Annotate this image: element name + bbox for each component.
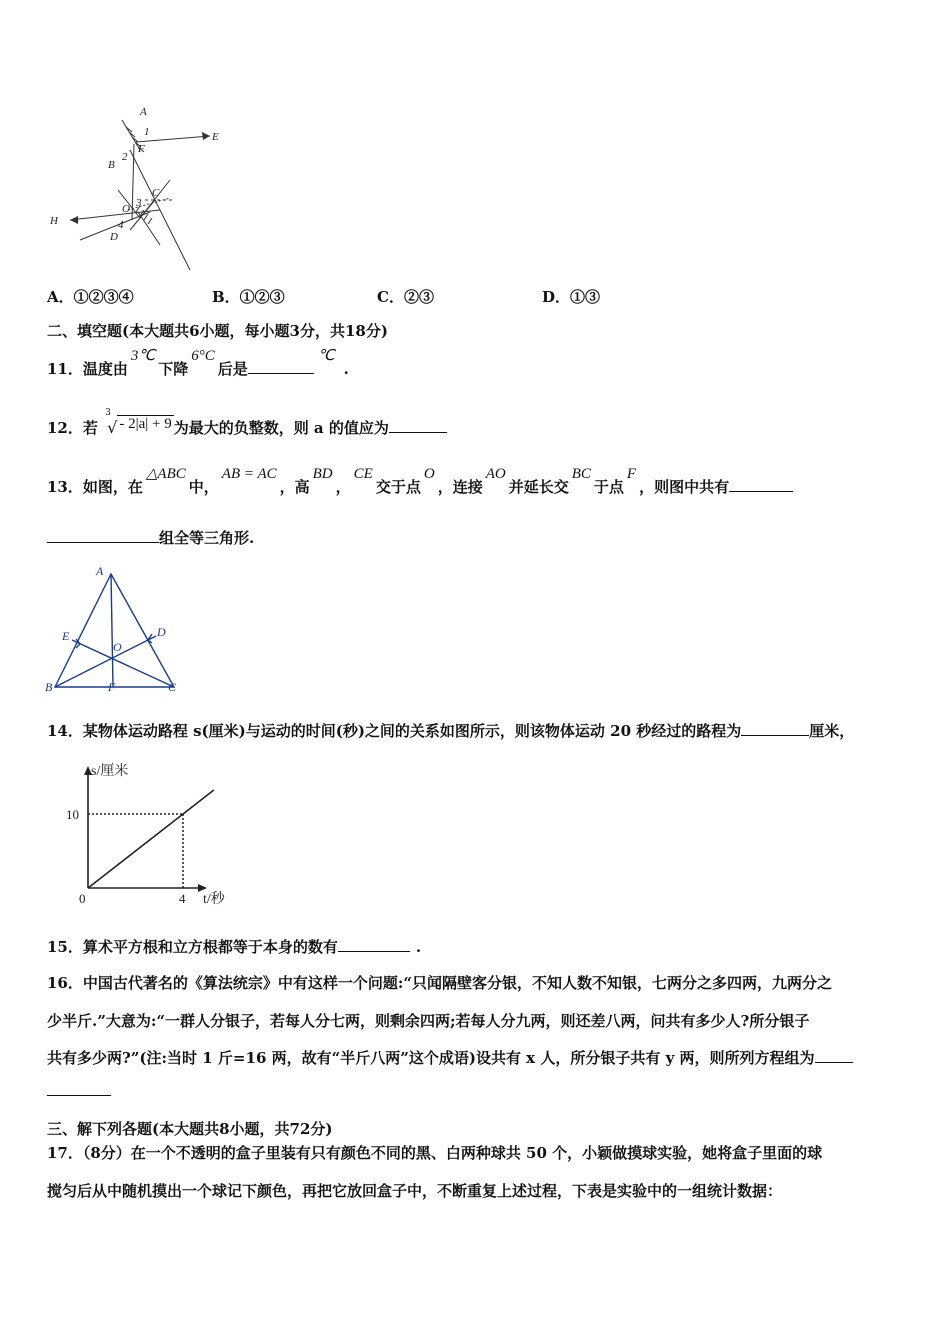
q14-number: 14． (47, 722, 83, 740)
reflection-figure (40, 100, 240, 275)
q16-answer-blank-1[interactable] (815, 1047, 853, 1063)
fig1-label-o: O (122, 203, 130, 215)
q12-text-2: 为最大的负整数，则 a 的值应为 (173, 419, 389, 437)
fig1-label-c: C (152, 187, 160, 199)
q13-math-3: BD (312, 466, 333, 482)
fig1-label-f: F (138, 143, 145, 155)
q13-text-5: 交于点 (375, 478, 421, 496)
question-16-line-4 (47, 1080, 111, 1100)
q13-math-7: BC (571, 466, 591, 482)
question-11 (47, 348, 349, 379)
triangle-figure (40, 560, 200, 700)
q15-text: 算术平方根和立方根都等于本身的数有 (82, 938, 338, 956)
q13-text-2: 中， (188, 478, 219, 496)
q12-cube-root: 3 √ - 2|a| + 9 (105, 408, 172, 437)
q13-math-8: F (626, 466, 637, 482)
option-d: D．①③ (542, 288, 601, 306)
x-axis-arrow (198, 884, 207, 892)
q11-math-3: ℃ (317, 348, 335, 364)
q13-math-2: AB = AC (221, 466, 277, 482)
question-17-line-1: 17．（8分）在一个不透明的盒子里装有只有颜色不同的黑、白两种球共 50 个，小颖做摸球实验，她将盒子里面的球 (47, 1144, 823, 1162)
q13-number: 13． (47, 478, 83, 496)
q13-text-6: ，连接 (437, 478, 483, 496)
option-a: A．①②③④ (47, 288, 134, 306)
series-line (88, 790, 214, 888)
q15-end: . (415, 938, 422, 956)
question-16-line-3 (47, 1047, 853, 1068)
question-17-line-2: 搅匀后从中随机摸出一个球记下颜色，再把它放回盒子中，不断重复上述过程，下表是实验中的一组统计数据： (47, 1182, 783, 1200)
q13-math-4: CE (353, 466, 373, 482)
distance-time-chart (55, 760, 255, 910)
fig1-label-b: B (108, 159, 115, 171)
q13-answer-blank-1[interactable] (729, 476, 793, 492)
q11-text-4: . (343, 360, 349, 378)
question-15 (47, 936, 421, 957)
q12-radicand: - 2|a| + 9 (119, 416, 172, 432)
q12-root-index: 3 (105, 408, 111, 418)
fig2-label-f: F (108, 680, 116, 694)
q15-number: 15． (47, 938, 83, 956)
fig1-label-d: D (110, 231, 118, 243)
fig1-label-2: 2 (122, 151, 128, 163)
q15-answer-blank[interactable] (338, 936, 410, 952)
q11-math-1: 3℃ (130, 348, 156, 364)
q13-math-1: △ABC (145, 466, 186, 482)
q16-number: 16． (47, 974, 83, 992)
q12-number: 12． (47, 419, 83, 437)
q16-text-1: 中国古代著名的《算法统宗》中有这样一个问题:“只闻隔壁客分银，不知人数不知银，七两分之多四两，九两分之 (82, 974, 833, 992)
question-13 (47, 466, 793, 497)
q13-text-9: ，则图中共有 (639, 478, 730, 496)
fig2-label-c: C (168, 680, 177, 694)
fig2-label-e: E (62, 629, 70, 643)
q13-answer-blank-2[interactable] (47, 527, 159, 543)
q12-answer-blank[interactable] (389, 417, 447, 433)
fig2-label-o: O (113, 640, 122, 654)
option-b: B．①②③ (212, 288, 285, 306)
x-tick-label: 4 (179, 891, 186, 906)
section2-heading: 二、填空题(本大题共6小题，每小题3分，共18分) (47, 322, 388, 340)
q16-answer-blank-2[interactable] (47, 1080, 111, 1096)
q12-text-1: 若 (82, 419, 98, 437)
q11-text-3: 后是 (217, 360, 248, 378)
q13-text-4: ， (335, 478, 351, 496)
question-16-line-2: 少半斤.”大意为:“一群人分银子，若每人分七两，则剩余四两;若每人分九两，则还差八两，问共有多少人?所分银子 (47, 1012, 810, 1030)
q11-answer-blank[interactable] (248, 358, 314, 374)
q13-math-6: AO (485, 466, 506, 482)
q11-number: 11． (47, 360, 83, 378)
q13-text-1: 如图，在 (82, 478, 143, 496)
fig2-label-a: A (96, 564, 104, 578)
question-12 (47, 408, 447, 438)
q16-text-3: 共有多少两?”(注:当时 1 斤=16 两，故有“半斤八两”这个成语)设共有 x 人，所分银子共有 y 两，则所列方程组为 (47, 1049, 815, 1067)
q11-math-2: 6°C (191, 348, 215, 364)
fig2-label-d: D (157, 625, 166, 639)
question-13-cont (47, 527, 254, 548)
q14-unit: 厘米， (809, 722, 855, 740)
fig1-label-3: 3 (136, 197, 142, 209)
fig2-label-b: B (45, 680, 53, 694)
q13-text-7: 并延长交 (508, 478, 569, 496)
q14-answer-blank[interactable] (741, 720, 809, 736)
y-tick-label: 10 (66, 807, 79, 822)
q13-text-3: ，高 (279, 478, 310, 496)
fig1-label-1: 1 (144, 126, 150, 138)
option-c: C．②③ (377, 288, 434, 306)
fig1-label-h: H (50, 215, 58, 227)
question-14 (47, 720, 854, 741)
origin-label: 0 (79, 891, 86, 906)
q13-text-8: 于点 (593, 478, 624, 496)
q11-text-1: 温度由 (82, 360, 128, 378)
question-16-line-1 (47, 972, 832, 993)
q11-text-2: 下降 (158, 360, 189, 378)
q14-text: 某物体运动路程 s(厘米)与运动的时间(秒)之间的关系如图所示，则该物体运动 20 秒经过的路程为 (82, 722, 742, 740)
q13-text-10: 组全等三角形. (159, 529, 255, 547)
q13-math-5: O (423, 466, 435, 482)
fig1-label-a: A (140, 106, 147, 118)
fig1-label-e: E (212, 131, 219, 143)
x-axis-label: t/秒 (203, 892, 225, 907)
section3-heading: 三、解下列各题(本大题共8小题，共72分) (47, 1120, 333, 1138)
y-axis-label: s/厘米 (91, 764, 129, 779)
fig1-label-4: 4 (118, 219, 124, 231)
